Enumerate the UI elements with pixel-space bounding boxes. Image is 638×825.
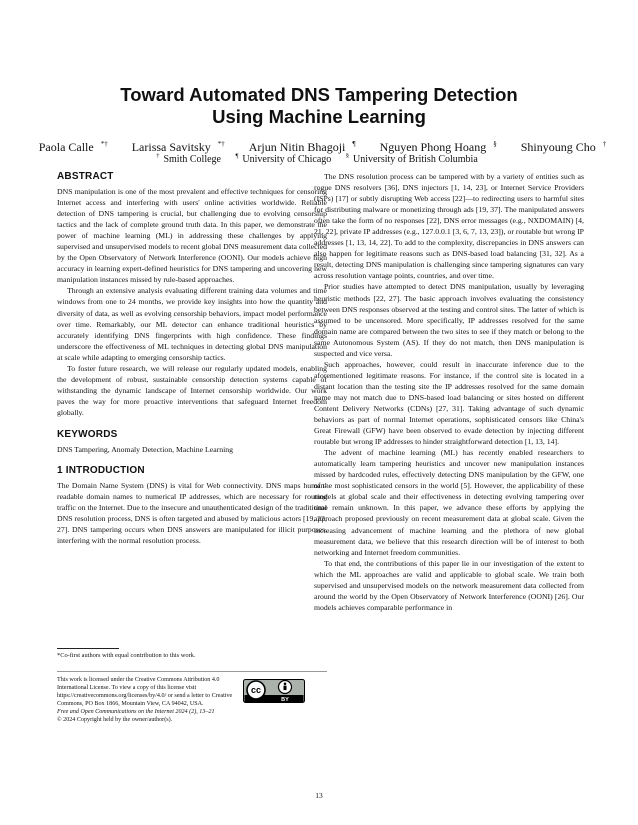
introduction-paragraph: The Domain Name System (DNS) is vital for Web connectivity. DNS maps human-readable domain names to numerical IP addresses, which are necessary for routing traffic on the Internet. Due to the insecure and unauthenticated design of the traditional DNS resolution process, DNS is often targeted and abused by malicious actors [19, 22, 27]. DNS tampering occurs when DNS answers are manipulated for illicit purposes, interfering with the normal resolution process.	[57, 481, 327, 546]
affiliation: ¶ University of Chicago	[235, 153, 332, 166]
body-paragraph: Such approaches, however, could result in inaccurate inference due to the aforementioned legitimate reasons. For instance, if the control site is located in a distant location than the testing site the IP addresses resolved for the same domain name may not match due to DNS-based load balancing or sites hosted on different Content Delivery Networks (CDNs) [27, 31]. Taking advantage of such dynamic behaviors as part of normal Internet operations, sophisticated censors like China's Great Firewall (GFW) have been observed to evade detection by injecting different routable but wrong IP addresses to hinder straightforward detection [1, 13, 14].	[314, 359, 584, 447]
venue-line: Free and Open Communications on the Internet 2024 (2), 13–21	[57, 709, 215, 716]
abstract-heading: ABSTRACT	[57, 171, 114, 182]
license-text: This work is licensed under the Creative Commons Attribution 4.0 International License. To view a copy of this license visit https://creativecommons.org/licenses/by/4.0/ or send a letter to Creative Commons, PO Box 1866, Mountain View, CA 94042, USA.	[57, 677, 233, 708]
introduction-heading: 1 INTRODUCTION	[57, 465, 145, 477]
affiliation-list	[0, 151, 638, 166]
by-mark: BY	[281, 697, 289, 703]
title-line-2: Using Machine Learning	[212, 106, 426, 127]
right-column	[314, 171, 584, 613]
abstract-paragraph: To foster future research, we will release our regularly updated models, enabling the development of robust, sustainable censorship detection systems capable of withstanding the dynamic landscape of Internet censorship worldwide. Our work paves the way for more proactive interventions that safeguard Internet freedom globally.	[57, 363, 327, 417]
author: Paola Calle *†	[38, 140, 108, 154]
author: Arjun Nitin Bhagoji ¶	[248, 140, 356, 154]
left-column	[57, 171, 327, 546]
body-paragraph: Prior studies have attempted to detect DNS manipulation, usually by leveraging heuristic methods [22, 27]. The basic approach involves evaluating the consistency between DNS responses observed at the testing and control sites. The latter of which is assumed to be uncensored. More specifically, IP addresses resolved for the same domain name are compared between the two sites to see if they match or belong to the same Autonomous System (AS). If they do not match, then DNS manipulation is suspected and vice versa.	[314, 282, 584, 358]
body-paragraph: To that end, the contributions of this paper lie in our investigation of the extent to which the ML approaches are valid and applicable to global scale. We train both supervised and unsupervised models on the network measurement data collected from around the world by the Open Observatory of Network Interference (OONI) [26]. Our models achieves comparable performance in	[314, 558, 584, 612]
cc-by-license-badge	[243, 679, 305, 703]
license-notice	[57, 676, 247, 725]
license-divider	[57, 671, 327, 672]
title-line-1: Toward Automated DNS Tampering Detection	[120, 84, 518, 105]
affiliation: † Smith College	[156, 153, 221, 166]
affiliation: § University of British Columbia	[345, 153, 478, 166]
introduction-section	[57, 465, 327, 546]
keywords-heading: KEYWORDS	[57, 428, 118, 440]
body-paragraph: The advent of machine learning (ML) has recently enabled researchers to automatically learn tampering heuristics and uncover new manipulation instances missed by hardcoded rules, effectively detecting DNS manipulation by the GFW, one of the most sophisticated censors in the world [5]. However, the applicability of these models at global scale and their effectiveness in detecting evolving tampering over time remain unknown. In this paper, we advance these efforts by applying the approach proposed previously on recent measurement data at global scale. Given the increasing advancement of machine learning and the plethora of new global measurement data, we believe that this research direction will be of interest to both networking and Internet freedom communities.	[314, 448, 584, 557]
author: Shinyoung Cho †	[520, 140, 607, 154]
author: Nguyen Phong Hoang §	[379, 140, 497, 154]
abstract-paragraph: DNS manipulation is one of the most prevalent and effective techniques for censoring Internet access and interfering with users' online activities worldwide. Reliable detection of DNS tampering is crucial, but challenging due to evolving censorship tactics and the lack of complete ground truth data. In this paper, we demonstrate the power of machine learning (ML) in addressing these challenges by applying supervised and unsupervised models to recent global DNS measurement data collected by the Open Observatory of Network Interference (OONI). Our models achieve high accuracy in learning expert-defined heuristics for DNS tampering and uncovering new manipulation instances missed by rule-based approaches.	[57, 187, 327, 285]
keywords-text: DNS Tampering, Anomaly Detection, Machine Learning	[57, 444, 234, 454]
cc-mark: cc	[250, 685, 262, 695]
paper-title	[0, 84, 638, 128]
author: Larissa Savitsky *†	[131, 140, 225, 154]
footnote: *Co-first authors with equal contribution to this work.	[57, 652, 196, 659]
body-paragraph: The DNS resolution process can be tampered with by a variety of entities such as rogue DNS resolvers [36], DNS injectors [1, 14, 23], or Internet Service Providers (ISPs) [17] or subtly disrupting Web access [22]—to redirecting users to harmful sites for distributing malware or monetizing through ads [19, 37]. The manipulated answers often take the form of no responses [22], DNS error messages (e.g., NXDOMAIN) [4, 21, 22], private IP addresses (e.g., 127.0.0.1 [3, 6, 7, 13, 23]), or routable but wrong IP addresses [1, 13, 14, 22]. To add to the complexity, discrepancies in DNS answers can also happen for legitimate reasons such as DNS-based load balancing [31, 32]. As a result, detecting DNS manipulation is challenging since tampering signatures can vary across resolution vantage points, countries, and over time.	[314, 172, 584, 281]
abstract-section	[57, 171, 327, 418]
keywords-section	[57, 429, 327, 455]
footnote-rule	[57, 648, 119, 649]
copyright-line: © 2024 Copyright held by the owner/author(s).	[57, 717, 173, 724]
abstract-paragraph: Through an extensive analysis evaluating different training data volumes and time windows from one to 24 months, we provide key insights into how the quantity and diversity of data, as well as evolving censorship behaviors, impact model performance over time. Remarkably, our ML detector can enhance traditional heuristics by accurately identifying DNS fingerprints with high confidence. These findings underscore the effectiveness of ML techniques in detecting global DNS manipulation at scale while adapting to emerging censorship tactics.	[57, 286, 327, 362]
page-number: 13	[315, 791, 323, 800]
